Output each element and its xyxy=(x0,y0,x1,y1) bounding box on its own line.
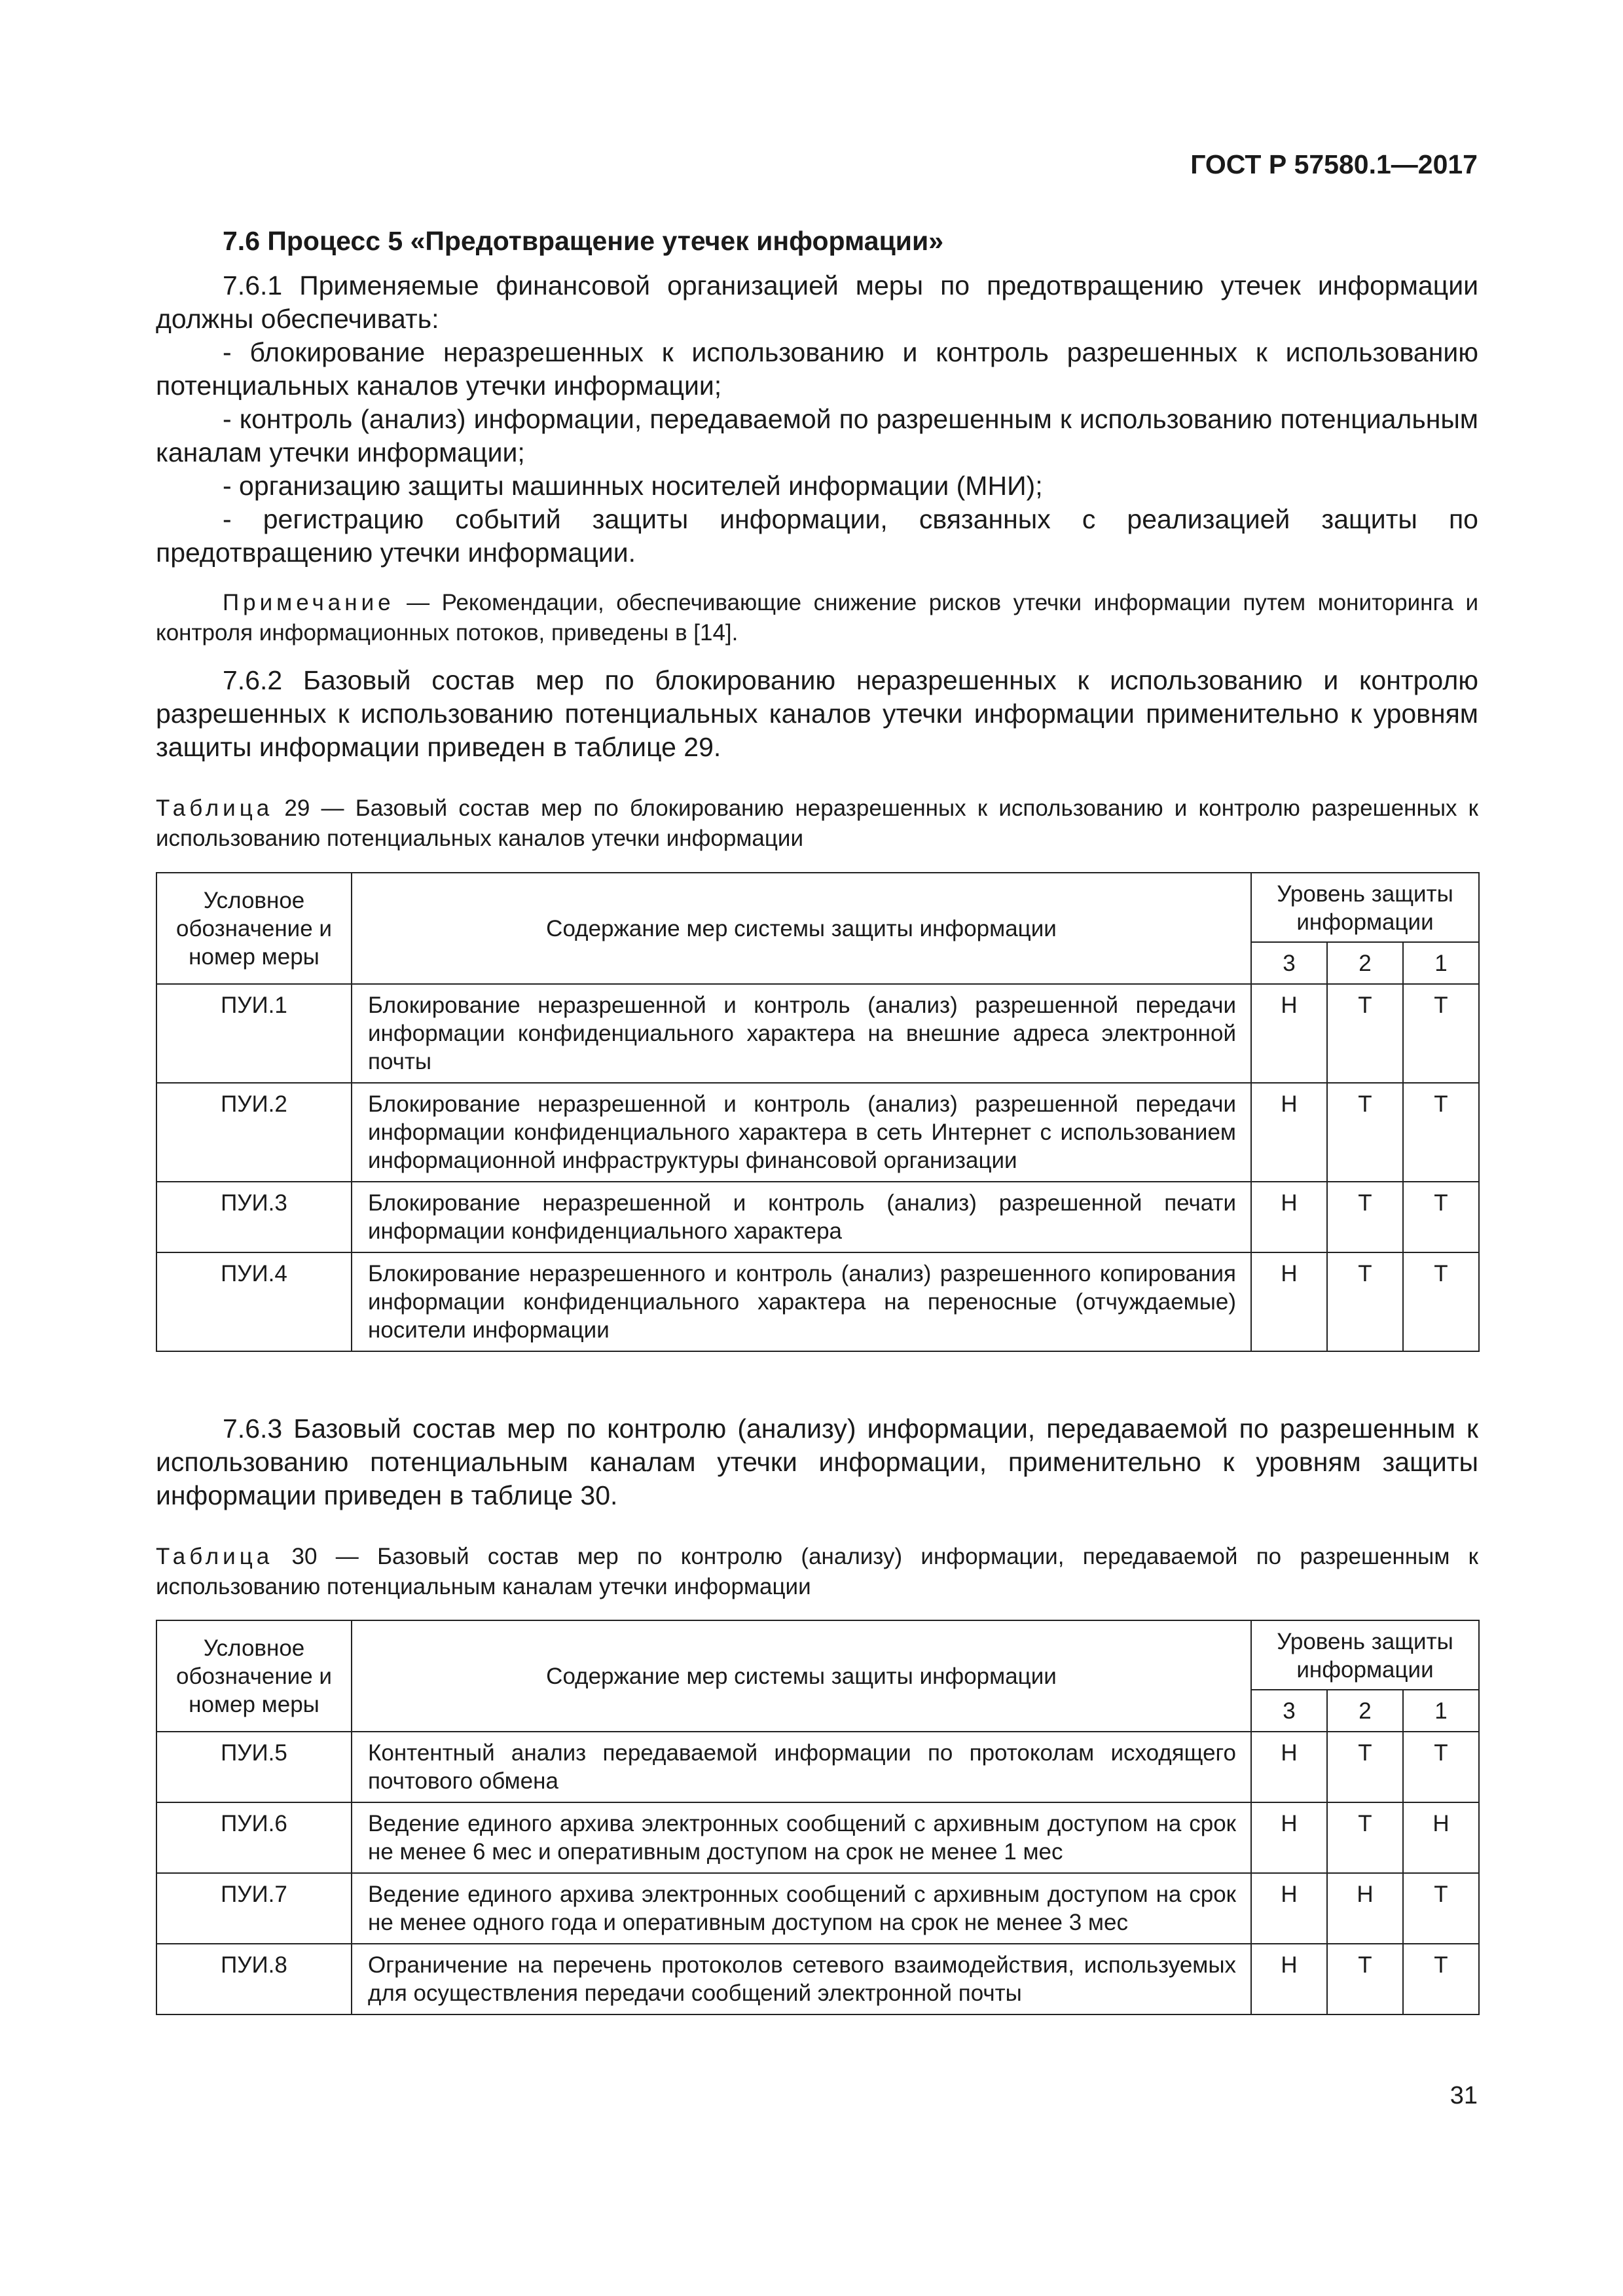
header-level-1: 1 xyxy=(1403,1690,1479,1732)
table-row xyxy=(156,1252,1479,1351)
paragraph-intro: 7.6.1 Применяемые финансовой организацией меры по предотвращению утечек информации должны обеспечивать: xyxy=(156,270,1478,334)
section-title: 7.6 Процесс 5 «Предотвращение утечек информации» xyxy=(223,226,943,256)
table-row xyxy=(156,1732,1479,1802)
level-3-value: Н xyxy=(1251,1944,1327,2014)
header-level-2: 2 xyxy=(1327,1690,1403,1732)
measure-code: ПУИ.6 xyxy=(156,1802,352,1873)
header-code: Условное обозначение и номер меры xyxy=(156,873,352,984)
measure-code: ПУИ.3 xyxy=(156,1182,352,1252)
note-text: — Рекомендации, обеспечивающие снижение рисков утечки информации путем мониторинга и контроля информационных потоков, приведены в [14]. xyxy=(156,590,1478,646)
level-1-value: Т xyxy=(1403,1083,1479,1182)
level-3-value: Н xyxy=(1251,1802,1327,1873)
level-1-value: Т xyxy=(1403,1252,1479,1351)
level-3-value: Н xyxy=(1251,1083,1327,1182)
header-code: Условное обозначение и номер меры xyxy=(156,1620,352,1732)
header-level-1: 1 xyxy=(1403,942,1479,984)
level-2-value: Т xyxy=(1327,1252,1403,1351)
header-content: Содержание мер системы защиты информации xyxy=(352,1620,1251,1732)
level-2-value: Т xyxy=(1327,1083,1403,1182)
page-number: 31 xyxy=(1450,2082,1478,2109)
level-2-value: Т xyxy=(1327,1802,1403,1873)
level-1-value: Т xyxy=(1403,1944,1479,2014)
caption-label: Таблица xyxy=(156,1544,274,1569)
level-1-value: Т xyxy=(1403,1182,1479,1252)
measure-code: ПУИ.4 xyxy=(156,1252,352,1351)
table-row xyxy=(156,984,1479,1083)
caption-text: 29 — Базовый состав мер по блокированию неразрешенных к использованию и контролю разрешенных к использованию потенциальных каналов утечки информации xyxy=(156,795,1478,851)
level-3-value: Н xyxy=(1251,1873,1327,1944)
table-30 xyxy=(156,1620,1480,2015)
level-2-value: Т xyxy=(1327,1182,1403,1252)
table-row xyxy=(156,1083,1479,1182)
measure-text: Ведение единого архива электронных сообщений с архивным доступом на срок не менее одного года и оперативным доступом на срок не менее 3 мес xyxy=(352,1873,1251,1944)
header-content: Содержание мер системы защиты информации xyxy=(352,873,1251,984)
header-level-2: 2 xyxy=(1327,942,1403,984)
table-row xyxy=(156,1944,1479,2014)
list-item: - контроль (анализ) информации, передаваемой по разрешенным к использованию потенциальным каналам утечки информации; xyxy=(156,404,1478,467)
list-item: - блокирование неразрешенных к использованию и контроль разрешенных к использованию потенциальных каналов утечки информации; xyxy=(156,337,1478,401)
paragraph-7-6-2: 7.6.2 Базовый состав мер по блокированию неразрешенных к использованию и контролю разрешенных к использованию потенциальных каналов утечки информации применительно к уровням защиты информации приведен в таблице 29. xyxy=(156,665,1478,762)
table-row xyxy=(156,1802,1479,1873)
table-29-caption xyxy=(156,793,1478,854)
measure-code: ПУИ.5 xyxy=(156,1732,352,1802)
header-level: Уровень защиты информации xyxy=(1251,873,1479,942)
header-level: Уровень защиты информации xyxy=(1251,1620,1479,1690)
paragraph-7-6-3: 7.6.3 Базовый состав мер по контролю (анализу) информации, передаваемой по разрешенным к использованию потенциальным каналам утечки информации, применительно к уровням защиты информации приведен в таблице 30. xyxy=(156,1413,1478,1510)
paragraph-7-6-1 xyxy=(156,269,1478,570)
measure-text: Блокирование неразрешенной и контроль (анализ) разрешенной передачи информации конфиденциального характера в сеть Интернет с использованием информационной инфраструктуры финансовой организации xyxy=(352,1083,1251,1182)
caption-text: 30 — Базовый состав мер по контролю (анализу) информации, передаваемой по разрешенным к использованию потенциальным каналам утечки информации xyxy=(156,1544,1478,1599)
level-3-value: Н xyxy=(1251,1182,1327,1252)
header-level-3: 3 xyxy=(1251,942,1327,984)
document-header: ГОСТ Р 57580.1—2017 xyxy=(1190,149,1478,179)
list-item: - организацию защиты машинных носителей информации (МНИ); xyxy=(223,471,1043,501)
measure-code: ПУИ.8 xyxy=(156,1944,352,2014)
list-item: - регистрацию событий защиты информации, связанных с реализацией защиты по предотвращению утечки информации. xyxy=(156,504,1478,568)
level-2-value: Н xyxy=(1327,1873,1403,1944)
measure-code: ПУИ.1 xyxy=(156,984,352,1083)
level-3-value: Н xyxy=(1251,984,1327,1083)
table-row xyxy=(156,1182,1479,1252)
header-level-3: 3 xyxy=(1251,1690,1327,1732)
level-3-value: Н xyxy=(1251,1252,1327,1351)
level-3-value: Н xyxy=(1251,1732,1327,1802)
table-row xyxy=(156,1873,1479,1944)
measure-text: Ведение единого архива электронных сообщений с архивным доступом на срок не менее 6 мес и оперативным доступом на срок не менее 1 мес xyxy=(352,1802,1251,1873)
measure-text: Блокирование неразрешенной и контроль (анализ) разрешенной печати информации конфиденциального характера xyxy=(352,1182,1251,1252)
level-1-value: Н xyxy=(1403,1802,1479,1873)
level-2-value: Т xyxy=(1327,1944,1403,2014)
measure-code: ПУИ.2 xyxy=(156,1083,352,1182)
level-2-value: Т xyxy=(1327,984,1403,1083)
level-1-value: Т xyxy=(1403,1873,1479,1944)
level-1-value: Т xyxy=(1403,984,1479,1083)
level-1-value: Т xyxy=(1403,1732,1479,1802)
measure-text: Контентный анализ передаваемой информации по протоколам исходящего почтового обмена xyxy=(352,1732,1251,1802)
table-30-caption xyxy=(156,1542,1478,1602)
table-29 xyxy=(156,872,1480,1352)
note-label: Примечание xyxy=(223,590,395,615)
caption-label: Таблица xyxy=(156,795,274,821)
note xyxy=(156,588,1478,648)
measure-text: Блокирование неразрешенной и контроль (анализ) разрешенной передачи информации конфиденциального характера на внешние адреса электронной почты xyxy=(352,984,1251,1083)
measure-text: Блокирование неразрешенного и контроль (анализ) разрешенного копирования информации конфиденциального характера на переносные (отчуждаемые) носители информации xyxy=(352,1252,1251,1351)
measure-text: Ограничение на перечень протоколов сетевого взаимодействия, используемых для осуществления передачи сообщений электронной почты xyxy=(352,1944,1251,2014)
level-2-value: Т xyxy=(1327,1732,1403,1802)
measure-code: ПУИ.7 xyxy=(156,1873,352,1944)
